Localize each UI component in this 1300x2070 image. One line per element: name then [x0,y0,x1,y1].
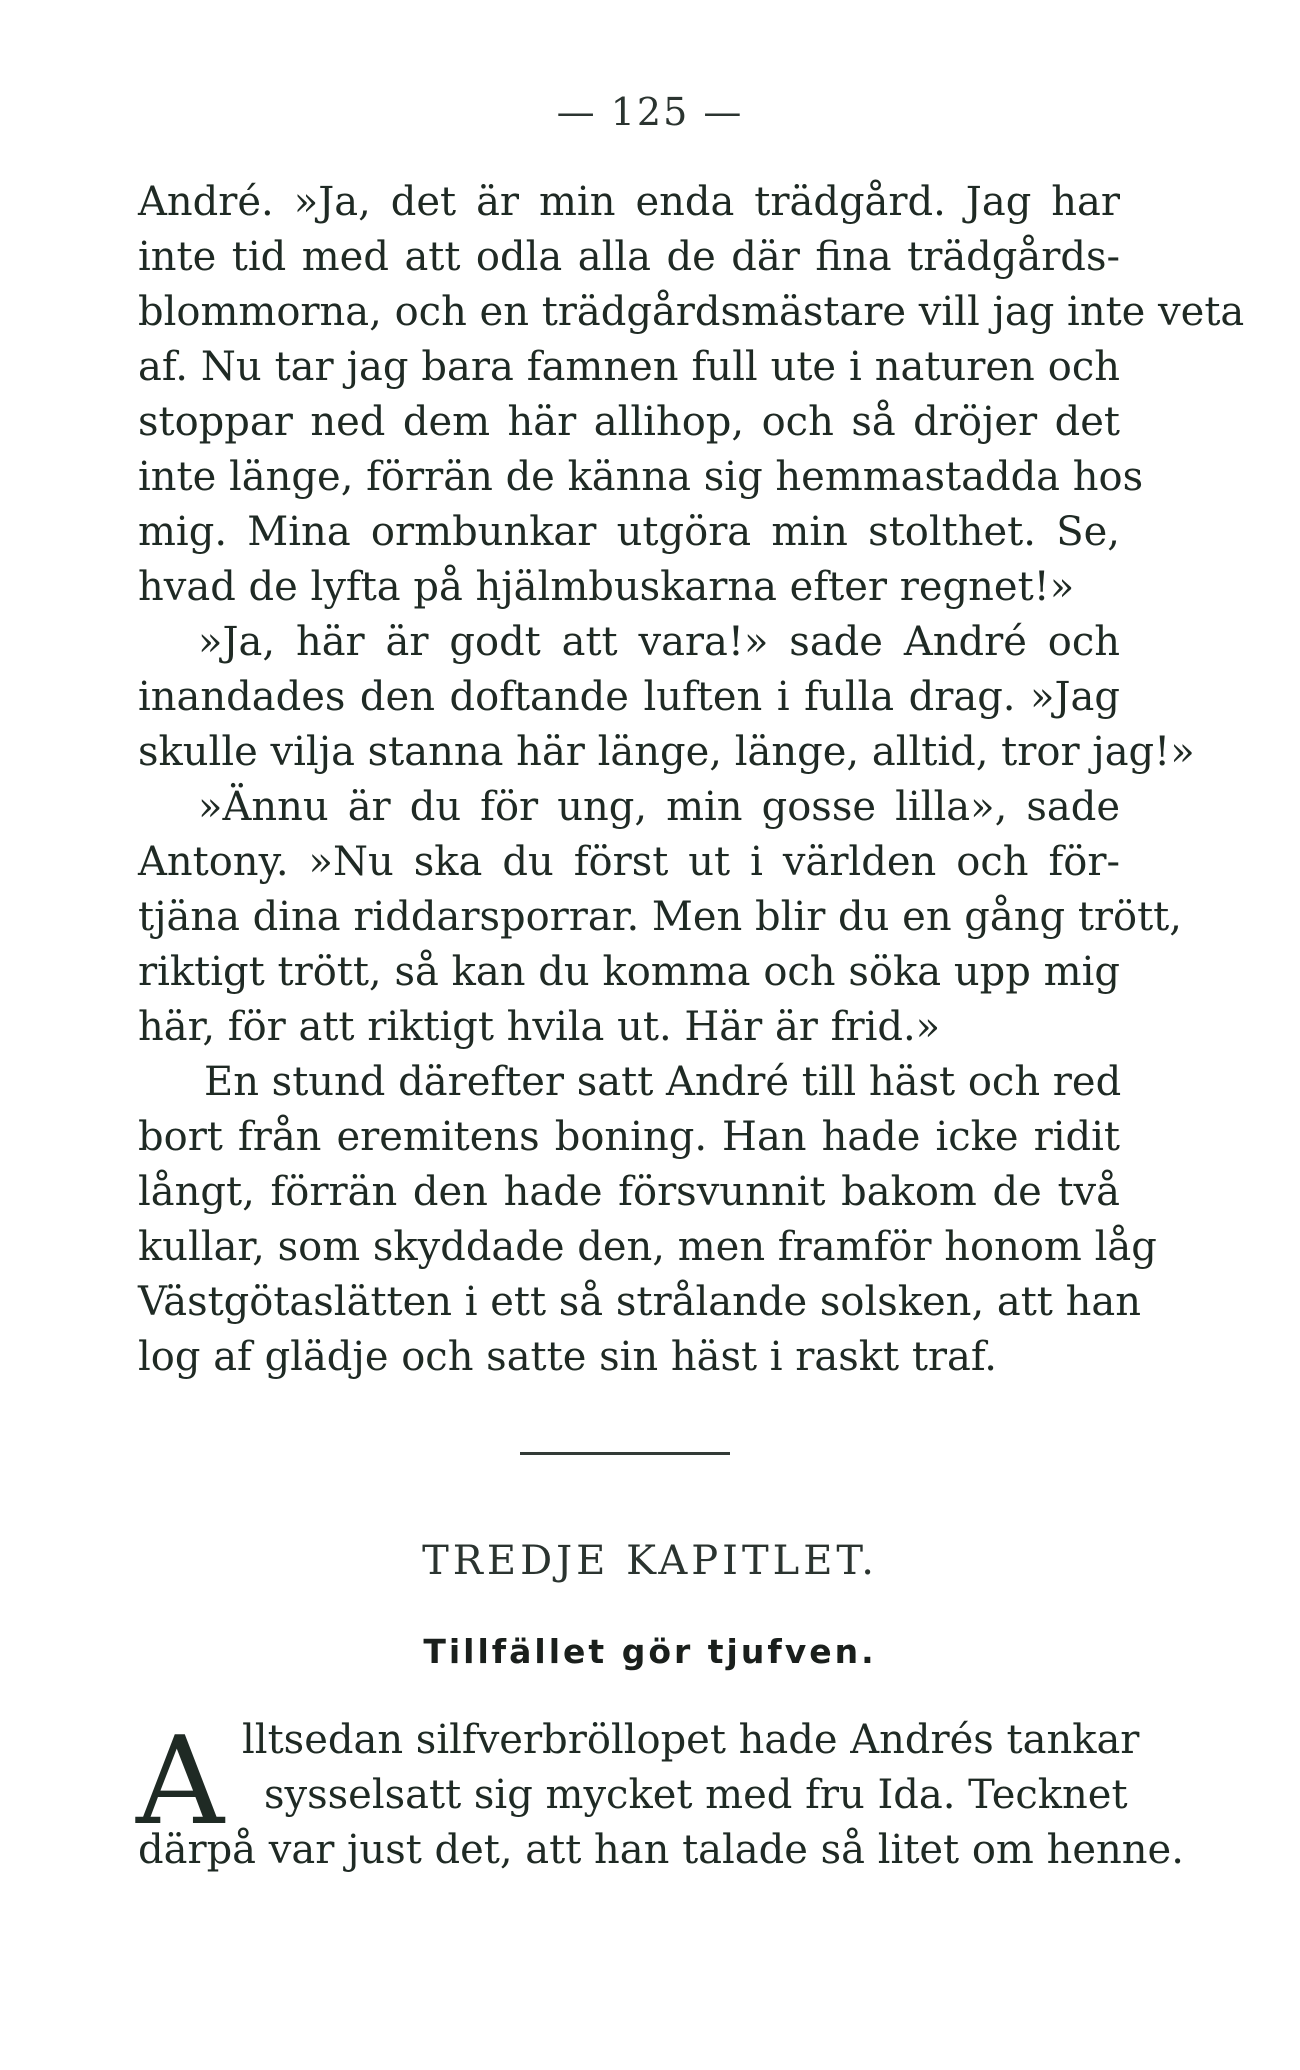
text-line: blommorna, och en trädgårdsmästare vill jag inte veta [138,289,1245,335]
text-line: En stund därefter satt André till häst och red [204,1059,1122,1105]
text-line: kullar, som skyddade den, men framför honom låg [138,1224,1157,1270]
text-line: Antony. »Nu ska du först ut i världen och för- [138,839,1120,885]
page-number: — 125 — [556,90,744,134]
text-line: riktigt trött, så kan du komma och söka upp mig [138,949,1120,995]
text-line: inte länge, förrän de känna sig hemmastadda hos [138,454,1144,500]
text-line: inandades den doftande luften i fulla drag. »Jag [138,674,1120,720]
text-line: hvad de lyfta på hjälmbuskarna efter regnet!» [138,564,1075,610]
text-line: »Ja, här är godt att vara!» sade André och [198,619,1120,665]
text-line: skulle vilja stanna här länge, länge, alltid, tror jag!» [138,729,1195,775]
text-line: sysselsatt sig mycket med fru Ida. Tecknet [264,1772,1128,1818]
chapter-title: TREDJE KAPITLET. [422,1538,878,1584]
text-line: tjäna dina riddarsporrar. Men blir du en gång trött, [138,894,1182,940]
text-line: inte tid med att odla alla de där fina trädgårds- [138,234,1120,280]
chapter-subtitle: Tillfället gör tjufven. [423,1632,877,1671]
text-line: långt, förrän den hade försvunnit bakom de två [138,1169,1120,1215]
section-divider [520,1452,730,1455]
text-line: mig. Mina ormbunkar utgöra min stolthet. Se, [138,509,1120,555]
text-line: André. »Ja, det är min enda trädgård. Jag har [138,179,1120,225]
text-line: lltsedan silfverbröllopet hade Andrés tankar [242,1717,1140,1763]
drop-cap: A [136,1710,225,1852]
text-line: bort från eremitens boning. Han hade icke ridit [138,1114,1120,1160]
text-line: »Ännu är du för ung, min gosse lilla», sade [198,784,1120,830]
text-line: Västgötaslätten i ett så strålande solsken, att han [138,1279,1141,1325]
text-line: af. Nu tar jag bara famnen full ute i naturen och [138,344,1120,390]
text-line: här, för att riktigt hvila ut. Här är frid.» [138,1004,941,1050]
text-line: log af glädje och satte sin häst i raskt traf. [138,1334,997,1380]
text-line: därpå var just det, att han talade så litet om henne. [138,1827,1184,1873]
text-line: stoppar ned dem här allihop, och så dröjer det [138,399,1120,445]
